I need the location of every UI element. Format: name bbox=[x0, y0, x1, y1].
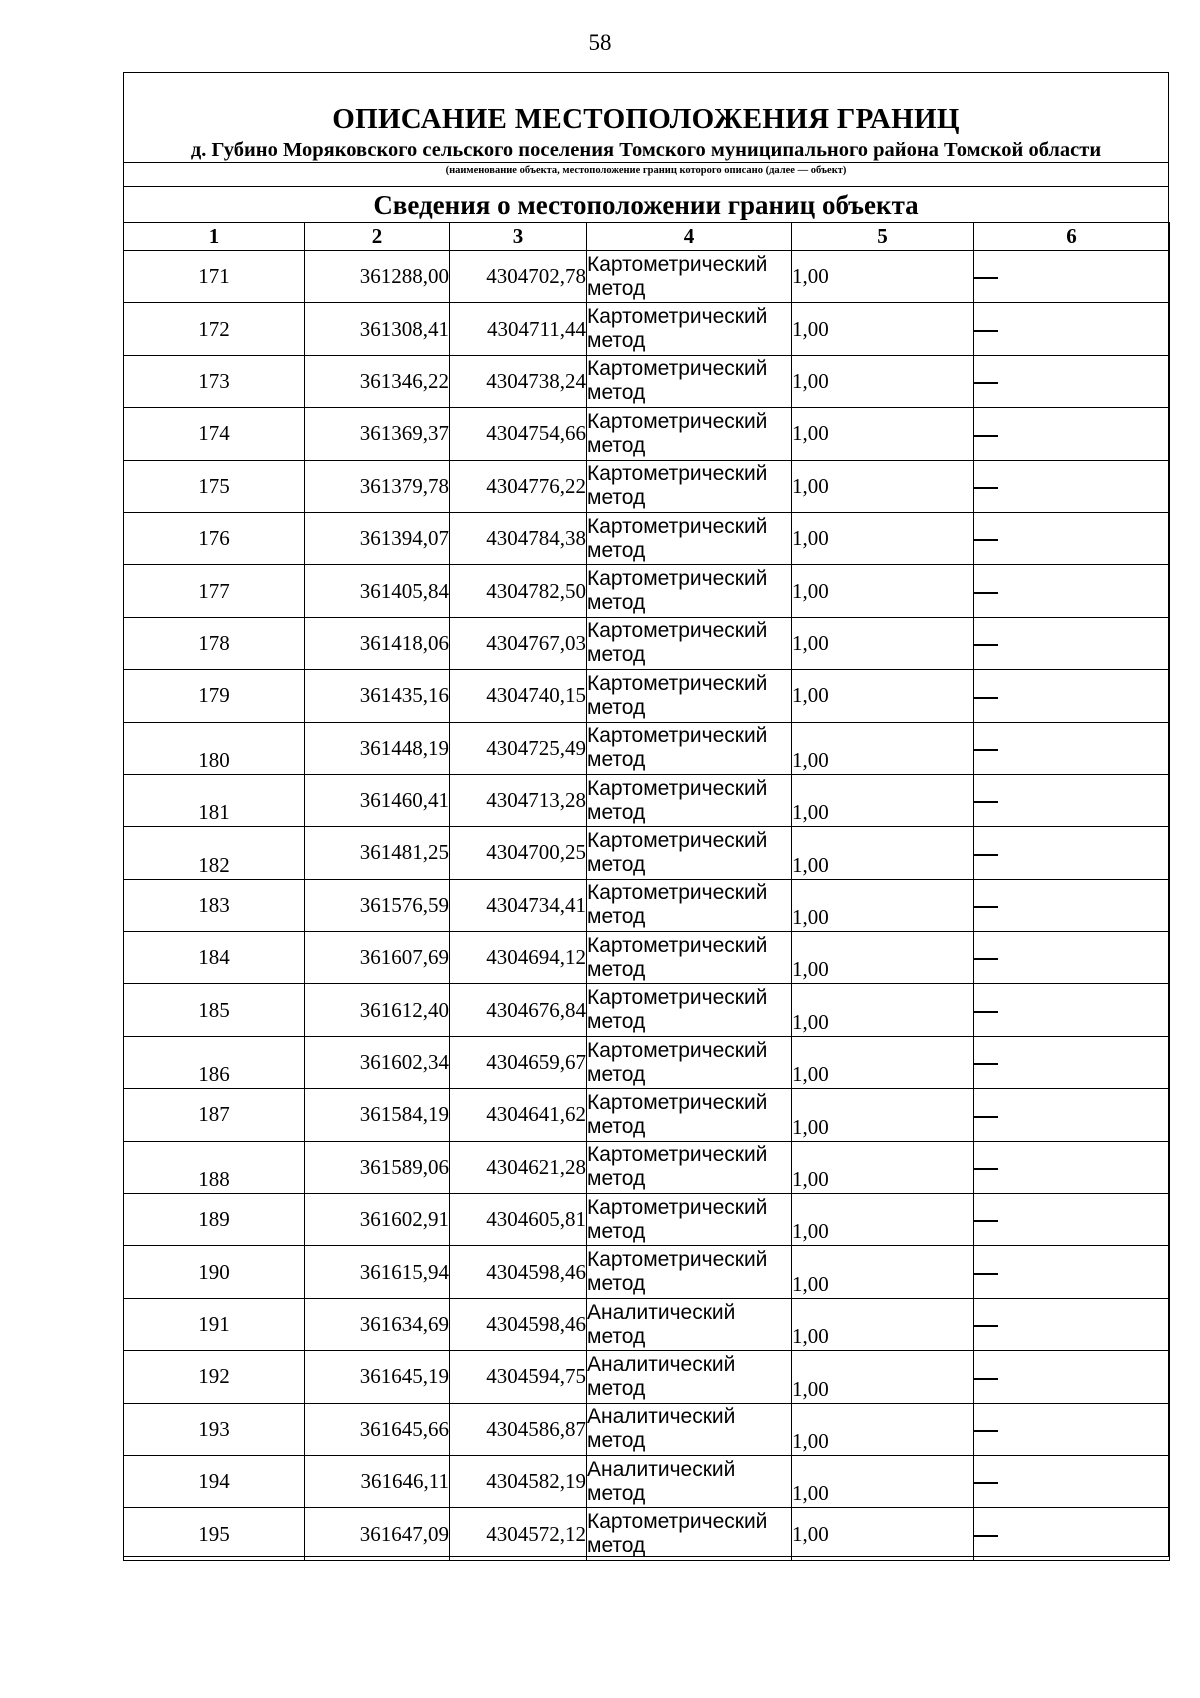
coordinate-y: 4304776,22 bbox=[450, 460, 587, 512]
point-number: 172 bbox=[124, 303, 305, 355]
precision-value: 1,00 bbox=[792, 1036, 974, 1088]
dash-mark bbox=[974, 435, 998, 437]
method-line-1: Аналитический bbox=[587, 1457, 736, 1481]
precision-value: 1,00 bbox=[792, 827, 974, 879]
point-description bbox=[974, 879, 1170, 931]
method-line-2: метод bbox=[587, 1272, 646, 1296]
precision-value: 1,00 bbox=[792, 460, 974, 512]
method-line-1: Картометрический bbox=[587, 933, 768, 957]
table-row bbox=[124, 408, 1170, 460]
point-number: 179 bbox=[124, 670, 305, 722]
coordinate-y: 4304740,15 bbox=[450, 670, 587, 722]
method-line-1: Картометрический bbox=[587, 986, 768, 1010]
method-line-2: метод bbox=[587, 957, 646, 981]
table-row bbox=[124, 932, 1170, 984]
table-row bbox=[124, 460, 1170, 512]
method-line-1: Картометрический bbox=[587, 252, 768, 276]
dash-mark bbox=[974, 958, 998, 960]
point-description bbox=[974, 670, 1170, 722]
table-row bbox=[124, 984, 1170, 1036]
point-description bbox=[974, 1403, 1170, 1455]
coordinate-x: 361634,69 bbox=[305, 1298, 450, 1350]
dash-mark bbox=[974, 1116, 998, 1118]
coordinate-y: 4304598,46 bbox=[450, 1298, 587, 1350]
dash-mark bbox=[974, 749, 998, 751]
method-line-2: метод bbox=[587, 1481, 646, 1505]
coordinate-x: 361584,19 bbox=[305, 1089, 450, 1141]
method-line-2: метод bbox=[587, 748, 646, 772]
determination-method bbox=[587, 1298, 792, 1350]
point-number: 185 bbox=[124, 984, 305, 1036]
point-number: 184 bbox=[124, 932, 305, 984]
precision-value: 1,00 bbox=[792, 932, 974, 984]
coordinate-y: 4304572,12 bbox=[450, 1508, 587, 1560]
dash-mark bbox=[974, 1430, 998, 1432]
dash-mark bbox=[974, 330, 998, 332]
point-description bbox=[974, 1508, 1170, 1560]
precision-value: 1,00 bbox=[792, 722, 974, 774]
point-description bbox=[974, 827, 1170, 879]
coordinate-y: 4304598,46 bbox=[450, 1246, 587, 1298]
table-row bbox=[124, 565, 1170, 617]
point-number: 193 bbox=[124, 1403, 305, 1455]
table-row bbox=[124, 879, 1170, 931]
coordinate-x: 361602,91 bbox=[305, 1194, 450, 1246]
method-line-1: Картометрический bbox=[587, 514, 768, 538]
column-header: 1 bbox=[124, 223, 305, 251]
point-description bbox=[974, 984, 1170, 1036]
method-line-1: Картометрический bbox=[587, 1038, 768, 1062]
coordinate-y: 4304767,03 bbox=[450, 617, 587, 669]
coordinate-y: 4304594,75 bbox=[450, 1351, 587, 1403]
table-row bbox=[124, 1403, 1170, 1455]
table-row bbox=[124, 1455, 1170, 1507]
determination-method bbox=[587, 460, 792, 512]
point-number: 195 bbox=[124, 1508, 305, 1560]
coordinate-x: 361435,16 bbox=[305, 670, 450, 722]
determination-method bbox=[587, 774, 792, 826]
point-number: 186 bbox=[124, 1036, 305, 1088]
determination-method bbox=[587, 1351, 792, 1403]
method-line-1: Картометрический bbox=[587, 462, 768, 486]
method-line-2: метод bbox=[587, 1062, 646, 1086]
determination-method bbox=[587, 1036, 792, 1088]
coordinate-y: 4304738,24 bbox=[450, 355, 587, 407]
coordinate-x: 361448,19 bbox=[305, 722, 450, 774]
coordinate-y: 4304700,25 bbox=[450, 827, 587, 879]
dash-mark bbox=[974, 382, 998, 384]
column-header: 5 bbox=[792, 223, 974, 251]
object-name: д. Губино Моряковского сельского поселения Томского муниципального района Томской области bbox=[190, 139, 1102, 161]
precision-value: 1,00 bbox=[792, 1141, 974, 1193]
coordinate-x: 361379,78 bbox=[305, 460, 450, 512]
determination-method bbox=[587, 984, 792, 1036]
precision-value: 1,00 bbox=[792, 1508, 974, 1560]
table-row bbox=[124, 1298, 1170, 1350]
point-description bbox=[974, 1194, 1170, 1246]
method-line-2: метод bbox=[587, 1010, 646, 1034]
precision-value: 1,00 bbox=[792, 774, 974, 826]
method-line-1: Картометрический bbox=[587, 1195, 768, 1219]
point-description bbox=[974, 355, 1170, 407]
method-line-2: метод bbox=[587, 381, 646, 405]
section-title: Сведения о местоположении границ объекта bbox=[373, 190, 919, 220]
method-line-2: метод bbox=[587, 800, 646, 824]
method-line-2: метод bbox=[587, 1167, 646, 1191]
dash-mark bbox=[974, 1482, 998, 1484]
determination-method bbox=[587, 1194, 792, 1246]
coordinate-y: 4304702,78 bbox=[450, 251, 587, 303]
point-description bbox=[974, 1298, 1170, 1350]
point-number: 178 bbox=[124, 617, 305, 669]
table-row bbox=[124, 1089, 1170, 1141]
method-line-2: метод bbox=[587, 1534, 646, 1558]
coordinates-table bbox=[123, 222, 1170, 1561]
point-description bbox=[974, 565, 1170, 617]
dash-mark bbox=[974, 801, 998, 803]
table-row bbox=[124, 512, 1170, 564]
point-description bbox=[974, 774, 1170, 826]
dash-mark bbox=[974, 1325, 998, 1327]
determination-method bbox=[587, 879, 792, 931]
determination-method bbox=[587, 722, 792, 774]
table-row bbox=[124, 774, 1170, 826]
method-line-2: метод bbox=[587, 538, 646, 562]
precision-value: 1,00 bbox=[792, 1298, 974, 1350]
dash-mark bbox=[974, 1378, 998, 1380]
point-number: 176 bbox=[124, 512, 305, 564]
precision-value: 1,00 bbox=[792, 408, 974, 460]
coordinate-y: 4304676,84 bbox=[450, 984, 587, 1036]
determination-method bbox=[587, 565, 792, 617]
determination-method bbox=[587, 303, 792, 355]
table-row bbox=[124, 251, 1170, 303]
point-number: 180 bbox=[124, 722, 305, 774]
point-number: 183 bbox=[124, 879, 305, 931]
coordinate-y: 4304641,62 bbox=[450, 1089, 587, 1141]
coordinate-x: 361647,09 bbox=[305, 1508, 450, 1560]
point-number: 174 bbox=[124, 408, 305, 460]
method-line-2: метод bbox=[587, 1219, 646, 1243]
precision-value: 1,00 bbox=[792, 617, 974, 669]
coordinate-x: 361369,37 bbox=[305, 408, 450, 460]
dash-mark bbox=[974, 487, 998, 489]
coordinate-y: 4304782,50 bbox=[450, 565, 587, 617]
point-description bbox=[974, 512, 1170, 564]
dash-mark bbox=[974, 592, 998, 594]
table-row bbox=[124, 827, 1170, 879]
determination-method bbox=[587, 1141, 792, 1193]
table-row bbox=[124, 1036, 1170, 1088]
point-description bbox=[974, 1455, 1170, 1507]
point-number: 171 bbox=[124, 251, 305, 303]
precision-value: 1,00 bbox=[792, 1403, 974, 1455]
coordinate-x: 361346,22 bbox=[305, 355, 450, 407]
point-description bbox=[974, 408, 1170, 460]
point-description bbox=[974, 722, 1170, 774]
point-description bbox=[974, 1036, 1170, 1088]
table-header-row bbox=[124, 223, 1170, 251]
precision-value: 1,00 bbox=[792, 1089, 974, 1141]
coordinate-x: 361576,59 bbox=[305, 879, 450, 931]
point-number: 177 bbox=[124, 565, 305, 617]
point-number: 192 bbox=[124, 1351, 305, 1403]
page-number: 58 bbox=[588, 30, 612, 55]
coordinate-x: 361288,00 bbox=[305, 251, 450, 303]
precision-value: 1,00 bbox=[792, 512, 974, 564]
coordinate-y: 4304694,12 bbox=[450, 932, 587, 984]
method-line-2: метод bbox=[587, 1114, 646, 1138]
method-line-2: метод bbox=[587, 852, 646, 876]
method-line-1: Аналитический bbox=[587, 1405, 736, 1429]
method-line-1: Картометрический bbox=[587, 1248, 768, 1272]
point-number: 191 bbox=[124, 1298, 305, 1350]
method-line-2: метод bbox=[587, 329, 646, 353]
dash-mark bbox=[974, 1220, 998, 1222]
dash-mark bbox=[974, 1168, 998, 1170]
precision-value: 1,00 bbox=[792, 1455, 974, 1507]
object-name-caption: (наименование объекта, местоположение границ которого описано (далее — объект) bbox=[445, 165, 847, 176]
point-description bbox=[974, 1089, 1170, 1141]
column-header: 3 bbox=[450, 223, 587, 251]
determination-method bbox=[587, 670, 792, 722]
method-line-1: Аналитический bbox=[587, 1352, 736, 1376]
method-line-2: метод bbox=[587, 276, 646, 300]
dash-mark bbox=[974, 277, 998, 279]
determination-method bbox=[587, 355, 792, 407]
method-line-1: Картометрический bbox=[587, 567, 768, 591]
precision-value: 1,00 bbox=[792, 355, 974, 407]
method-line-1: Картометрический bbox=[587, 881, 768, 905]
dash-mark bbox=[974, 854, 998, 856]
determination-method bbox=[587, 512, 792, 564]
determination-method bbox=[587, 1089, 792, 1141]
method-line-1: Картометрический bbox=[587, 776, 768, 800]
point-number: 181 bbox=[124, 774, 305, 826]
coordinate-x: 361460,41 bbox=[305, 774, 450, 826]
precision-value: 1,00 bbox=[792, 1194, 974, 1246]
point-description bbox=[974, 617, 1170, 669]
method-line-2: метод bbox=[587, 643, 646, 667]
coordinate-y: 4304659,67 bbox=[450, 1036, 587, 1088]
coordinate-x: 361602,34 bbox=[305, 1036, 450, 1088]
precision-value: 1,00 bbox=[792, 1351, 974, 1403]
precision-value: 1,00 bbox=[792, 984, 974, 1036]
method-line-1: Аналитический bbox=[587, 1300, 736, 1324]
dash-mark bbox=[974, 1063, 998, 1065]
precision-value: 1,00 bbox=[792, 565, 974, 617]
point-description bbox=[974, 1141, 1170, 1193]
dash-mark bbox=[974, 697, 998, 699]
coordinate-x: 361645,66 bbox=[305, 1403, 450, 1455]
coordinate-y: 4304713,28 bbox=[450, 774, 587, 826]
coordinate-x: 361646,11 bbox=[305, 1455, 450, 1507]
coordinate-y: 4304586,87 bbox=[450, 1403, 587, 1455]
point-description bbox=[974, 251, 1170, 303]
determination-method bbox=[587, 1246, 792, 1298]
coordinate-x: 361589,06 bbox=[305, 1141, 450, 1193]
precision-value: 1,00 bbox=[792, 251, 974, 303]
document-title: ОПИСАНИЕ МЕСТОПОЛОЖЕНИЯ ГРАНИЦ bbox=[332, 103, 960, 135]
method-line-1: Картометрический bbox=[587, 305, 768, 329]
method-line-1: Картометрический bbox=[587, 619, 768, 643]
coordinate-y: 4304582,19 bbox=[450, 1455, 587, 1507]
point-number: 189 bbox=[124, 1194, 305, 1246]
determination-method bbox=[587, 1403, 792, 1455]
table-row bbox=[124, 303, 1170, 355]
determination-method bbox=[587, 408, 792, 460]
method-line-2: метод bbox=[587, 1376, 646, 1400]
determination-method bbox=[587, 1455, 792, 1507]
coordinate-x: 361405,84 bbox=[305, 565, 450, 617]
point-number: 187 bbox=[124, 1089, 305, 1141]
table-row bbox=[124, 1508, 1170, 1560]
column-header: 2 bbox=[305, 223, 450, 251]
determination-method bbox=[587, 827, 792, 879]
method-line-1: Картометрический bbox=[587, 357, 768, 381]
point-description bbox=[974, 460, 1170, 512]
method-line-2: метод bbox=[587, 1324, 646, 1348]
point-number: 175 bbox=[124, 460, 305, 512]
point-number: 194 bbox=[124, 1455, 305, 1507]
dash-mark bbox=[974, 539, 998, 541]
point-number: 188 bbox=[124, 1141, 305, 1193]
dash-mark bbox=[974, 1535, 998, 1537]
method-line-2: метод bbox=[587, 591, 646, 615]
coordinate-x: 361394,07 bbox=[305, 512, 450, 564]
method-line-1: Картометрический bbox=[587, 409, 768, 433]
method-line-1: Картометрический bbox=[587, 828, 768, 852]
determination-method bbox=[587, 617, 792, 669]
determination-method bbox=[587, 251, 792, 303]
coordinate-y: 4304711,44 bbox=[450, 303, 587, 355]
table-row bbox=[124, 1246, 1170, 1298]
method-line-1: Картометрический bbox=[587, 671, 768, 695]
dash-mark bbox=[974, 1011, 998, 1013]
dash-mark bbox=[974, 644, 998, 646]
table-row bbox=[124, 1351, 1170, 1403]
column-header: 4 bbox=[587, 223, 792, 251]
caption-divider bbox=[124, 186, 1168, 187]
coordinate-y: 4304784,38 bbox=[450, 512, 587, 564]
point-number: 173 bbox=[124, 355, 305, 407]
coordinate-y: 4304754,66 bbox=[450, 408, 587, 460]
coordinate-y: 4304734,41 bbox=[450, 879, 587, 931]
precision-value: 1,00 bbox=[792, 303, 974, 355]
method-line-1: Картометрический bbox=[587, 1510, 768, 1534]
coordinate-x: 361615,94 bbox=[305, 1246, 450, 1298]
coordinate-y: 4304621,28 bbox=[450, 1141, 587, 1193]
subtitle-underline bbox=[124, 162, 1168, 163]
coordinate-y: 4304605,81 bbox=[450, 1194, 587, 1246]
column-header: 6 bbox=[974, 223, 1170, 251]
point-description bbox=[974, 1246, 1170, 1298]
table-row bbox=[124, 355, 1170, 407]
table-row bbox=[124, 670, 1170, 722]
coordinate-y: 4304725,49 bbox=[450, 722, 587, 774]
method-line-2: метод bbox=[587, 486, 646, 510]
precision-value: 1,00 bbox=[792, 670, 974, 722]
point-description bbox=[974, 1351, 1170, 1403]
method-line-2: метод bbox=[587, 905, 646, 929]
coordinate-x: 361645,19 bbox=[305, 1351, 450, 1403]
determination-method bbox=[587, 932, 792, 984]
table-row bbox=[124, 722, 1170, 774]
precision-value: 1,00 bbox=[792, 879, 974, 931]
table-row bbox=[124, 1194, 1170, 1246]
precision-value: 1,00 bbox=[792, 1246, 974, 1298]
coordinate-x: 361418,06 bbox=[305, 617, 450, 669]
boundary-description-form bbox=[123, 72, 1169, 1557]
dash-mark bbox=[974, 1273, 998, 1275]
method-line-1: Картометрический bbox=[587, 1090, 768, 1114]
table-row bbox=[124, 1141, 1170, 1193]
dash-mark bbox=[974, 906, 998, 908]
table-row bbox=[124, 617, 1170, 669]
method-line-1: Картометрический bbox=[587, 724, 768, 748]
coordinate-x: 361481,25 bbox=[305, 827, 450, 879]
coordinate-x: 361308,41 bbox=[305, 303, 450, 355]
determination-method bbox=[587, 1508, 792, 1560]
point-description bbox=[974, 932, 1170, 984]
method-line-2: метод bbox=[587, 1429, 646, 1453]
point-number: 182 bbox=[124, 827, 305, 879]
coordinate-x: 361612,40 bbox=[305, 984, 450, 1036]
point-number: 190 bbox=[124, 1246, 305, 1298]
coordinate-x: 361607,69 bbox=[305, 932, 450, 984]
method-line-1: Картометрический bbox=[587, 1143, 768, 1167]
method-line-2: метод bbox=[587, 695, 646, 719]
point-description bbox=[974, 303, 1170, 355]
method-line-2: метод bbox=[587, 433, 646, 457]
